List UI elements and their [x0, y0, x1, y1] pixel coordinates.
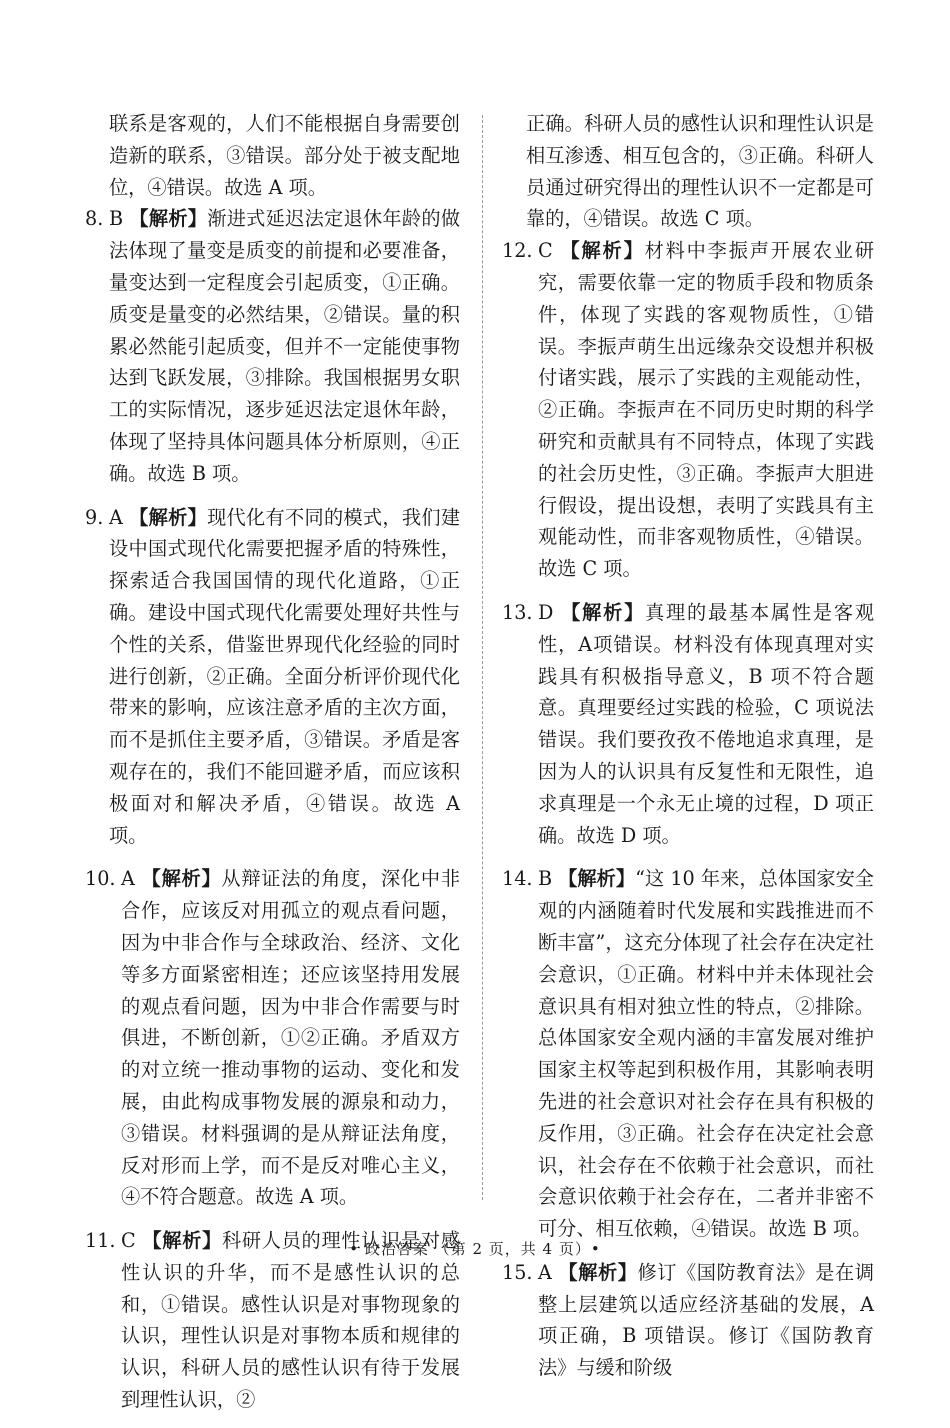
answer-item-8 — [85, 203, 460, 489]
answer-item-10 — [85, 863, 460, 1213]
item-number: 10. — [85, 867, 116, 891]
item-number: 13. — [502, 600, 533, 624]
analysis-tag: 【解析】 — [557, 1260, 638, 1284]
left-continuation-text: 联系是客观的，人们不能根据自身需要创造新的联系，③错误。部分处于被支配地位，④错误。故选 A 项。 — [109, 112, 460, 199]
item-answer: C — [121, 1229, 136, 1253]
answer-item-9 — [85, 502, 460, 852]
item-text: 修订《国防教育法》是在调整上层建筑以适应经济基础的发展，A 项正确，B 项错误。修订《国防教育法》与缓和阶级 — [538, 1260, 875, 1380]
item-number: 8. — [85, 207, 104, 231]
item-text: 材料中李振声开展农业研究，需要依靠一定的物质手段和物质条件，体现了实践的客观物质性，①错误。李振声萌生出远缘杂交设想并积极付诸实践，展示了实践的主观能动性，②正确。李振声在不同历史时期的科学研究和贡献具有不同特点，体现了实践的社会历史性，③正确。李振声大胆进行假设，提出设想，表明了实践具有主观能动性，而非客观物质性，④错误。故选 C 项。 — [538, 239, 875, 581]
item-number: 12. — [502, 239, 533, 263]
item-answer: B — [538, 867, 553, 891]
item-text: 渐进式延迟法定退休年龄的做法体现了量变是质变的前提和必要准备，量变达到一定程度会引起质变，①正确。质变是量变的必然结果，②错误。量的积累必然能引起质变，但并不一定能使事物达到飞跃发展，③排除。我国根据男女职工的实际情况，逐步延迟法定退休年龄，体现了坚持具体问题具体分析原则，④正确。故选 B 项。 — [109, 207, 461, 485]
left-column — [85, 108, 460, 1428]
item-number: 14. — [502, 867, 533, 891]
item-answer: D — [538, 600, 554, 624]
answer-item-12 — [502, 235, 874, 585]
item-answer: C — [538, 239, 553, 263]
item-text: 科研人员的理性认识是对感性认识的升华，而不是感性认识的总和，①错误。感性认识是对事物现象的认识，理性认识是对事物本质和规律的认识，科研人员的感性认识有待于发展到理性认识，② — [121, 1229, 461, 1412]
analysis-tag: 【解析】 — [129, 207, 208, 231]
analysis-tag: 【解析】 — [558, 239, 645, 263]
analysis-tag: 【解析】 — [140, 867, 222, 891]
item-text: 从辩证法的角度，深化中非合作，应该反对用孤立的观点看问题，因为中非合作与全球政治、经济、文化等多方面紧密相连；还应该坚持用发展的观点看问题，因为中非合作需要与时俱进，不断创新，①②正确。矛盾双方的对立统一推动事物的运动、变化和发展，由此构成事物发展的源泉和动力，③错误。材料强调的是从辩证法角度，反对形而上学，而不是反对唯心主义，④不符合题意。故选 A 项。 — [121, 867, 461, 1209]
page-footer: • 政治答案 （第 2 页，共 4 页）• — [349, 1240, 601, 1258]
answer-item-13 — [502, 597, 874, 851]
analysis-tag: 【解析】 — [128, 505, 208, 529]
analysis-tag: 【解析】 — [558, 867, 636, 891]
item-number: 11. — [85, 1229, 116, 1253]
item-text: 真理的最基本属性是客观性，A项错误。材料没有体现真理对实践具有积极指导意义，B 项不符合题意。真理要经过实践的检验，C 项说法错误。我们要孜孜不倦地追求真理，是因为人的认识具有反复性和无限性，追求真理是一个永无止境的过程，D 项正确。故选 D 项。 — [538, 600, 875, 847]
answer-item-15 — [502, 1257, 874, 1384]
item-answer: B — [109, 207, 124, 231]
item-number: 9. — [85, 505, 104, 529]
item-answer: A — [538, 1260, 552, 1284]
item-answer: A — [109, 505, 123, 529]
analysis-tag: 【解析】 — [559, 600, 646, 624]
right-continuation-text: 正确。科研人员的感性认识和理性认识是相互渗透、相互包含的，③正确。科研人员通过研究得出的理性认识不一定都是可靠的，④错误。故选 C 项。 — [526, 112, 874, 231]
item-text: “这 10 年来，总体国家安全观的内涵随着时代发展和实践推进而不断丰富”，这充分体现了社会存在决定社会意识，①正确。材料中并未体现社会意识具有相对独立性的特点，②排除。总体国家安全观内涵的丰富发展对维护国家主权等起到积极作用，其影响表明先进的社会意识对社会存在具有积极的反作用，③正确。社会存在决定社会意识，社会存在不依赖于社会意识，而社会意识依赖于社会存在，二者并非密不可分、相互依赖，④错误。故选 B 项。 — [538, 867, 874, 1241]
answer-item-14 — [502, 863, 874, 1245]
analysis-tag: 【解析】 — [141, 1229, 222, 1253]
item-number: 15. — [502, 1260, 533, 1284]
item-text: 现代化有不同的模式，我们建设中国式现代化需要把握矛盾的特殊性，探索适合我国国情的现代化道路，①正确。建设中国式现代化需要处理好共性与个性的关系，借鉴世界现代化经验的同时进行创新，②正确。全面分析评价现代化带来的影响，应该注意矛盾的主次方面，而不是抓住主要矛盾，③错误。矛盾是客观存在的，我们不能回避矛盾，而应该积极面对和解决矛盾，④错误。故选 A 项。 — [109, 505, 461, 847]
column-divider — [482, 115, 483, 1200]
item-answer: A — [121, 867, 135, 891]
right-column — [502, 108, 874, 1396]
